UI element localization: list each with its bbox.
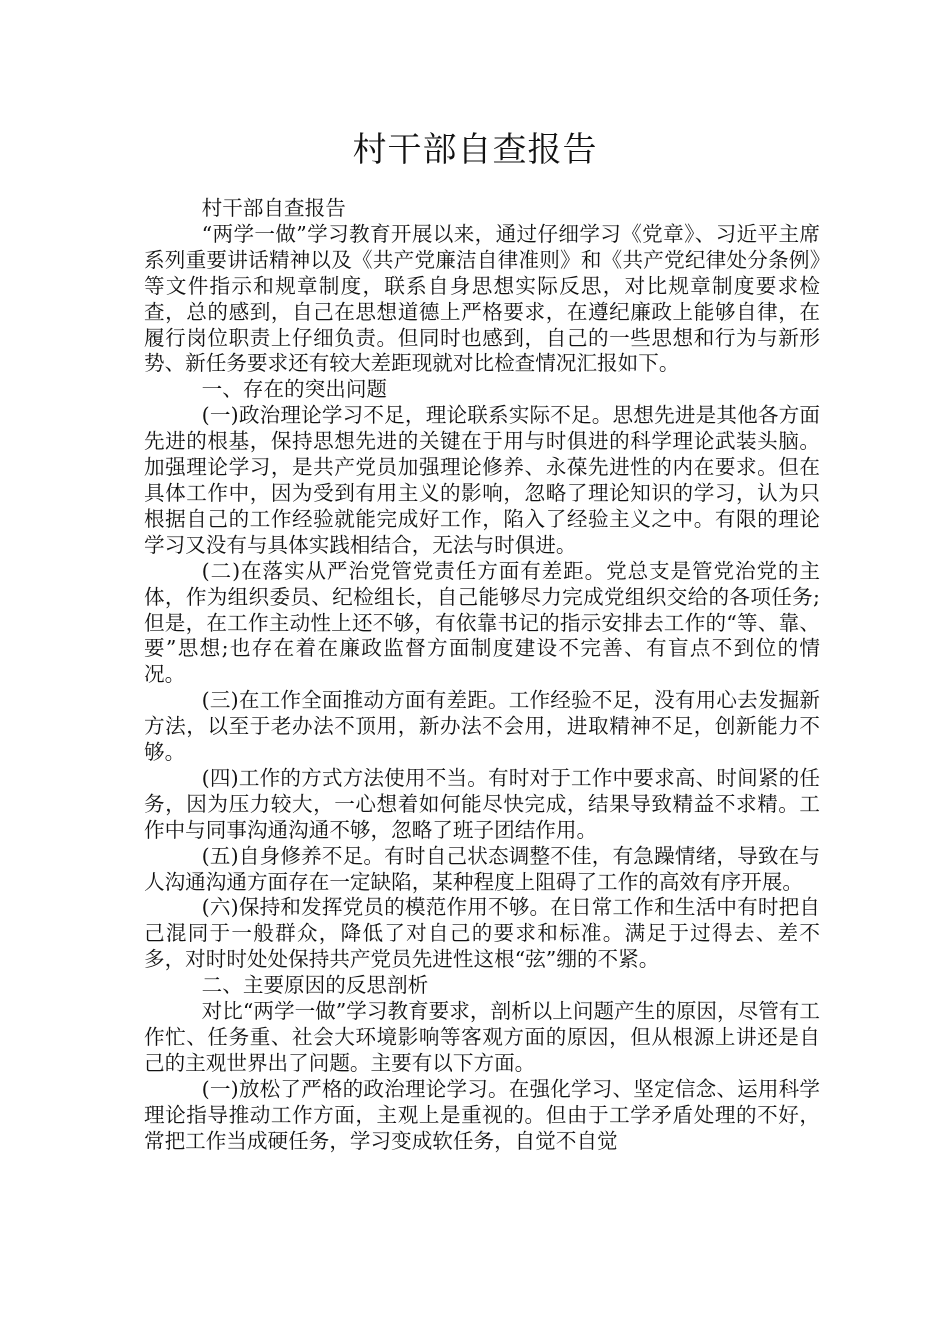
paragraph-subtitle: 村干部自查报告	[201, 196, 346, 220]
paragraph-problem-4: (四)工作的方式方法使用不当。有时对于工作中要求高、时间紧的任务，因为压力较大，一心想着如何能尽快完成，结果导致精益不求精。工作中与同事沟通沟通不够，忽略了班子团结作用。	[144, 765, 820, 842]
paragraph-intro: “两学一做”学习教育开展以来，通过仔细学习《党章》、习近平主席系列重要讲话精神以及《共产党廉洁自律准则》和《共产党纪律处分条例》等文件指示和规章制度，联系自身思想实际反思，对比规章制度要求检查，总的感到，自己在思想道德上严格要求，在遵纪廉政上能够自律，在履行岗位职责上仔细负责。但同时也感到，自己的一些思想和行为与新形势、新任务要求还有较大差距现就对比检查情况汇报如下。	[144, 221, 820, 376]
paragraph-problem-3: (三)在工作全面推动方面有差距。工作经验不足，没有用心去发掘新方法，以至于老办法不顶用，新办法不会用，进取精神不足，创新能力不够。	[144, 688, 820, 765]
document-body	[144, 196, 820, 1155]
document-title: 村干部自查报告	[352, 130, 598, 170]
section-heading-problems: 一、存在的突出问题	[201, 377, 388, 402]
section-heading-causes: 二、主要原因的反思剖析	[201, 973, 429, 998]
paragraph-problem-5: (五)自身修养不足。有时自己状态调整不佳，有急躁情绪，导致在与人沟通沟通方面存在一定缺陷，某种程度上阻碍了工作的高效有序开展。	[144, 843, 820, 894]
paragraph-causes-intro: 对比“两学一做”学习教育要求，剖析以上问题产生的原因，尽管有工作忙、任务重、社会大环境影响等客观方面的原因，但从根源上讲还是自己的主观世界出了问题。主要有以下方面。	[144, 999, 820, 1075]
paragraph-problem-1: (一)政治理论学习不足，理论联系实际不足。思想先进是其他各方面先进的根基，保持思想先进的关键在于用与时俱进的科学理论武装头脑。加强理论学习，是共产党员加强理论修养、永葆先进性的内在要求。但在具体工作中，因为受到有用主义的影响，忽略了理论知识的学习，认为只根据自己的工作经验就能完成好工作，陷入了经验主义之中。有限的理论学习又没有与具体实践相结合，无法与时俱进。	[144, 403, 820, 557]
paragraph-problem-2: (二)在落实从严治党管党责任方面有差距。党总支是管党治党的主体，作为组织委员、纪检组长，自己能够尽力完成党组织交给的各项任务;但是，在工作主动性上还不够，有依靠书记的指示安排去工作的“等、靠、要”思想;也存在着在廉政监督方面制度建设不完善、有盲点不到位的情况。	[144, 558, 820, 687]
paragraph-cause-1: (一)放松了严格的政治理论学习。在强化学习、坚定信念、运用科学理论指导推动工作方面，主观上是重视的。但由于工学矛盾处理的不好，常把工作当成硬任务，学习变成软任务，自觉不自觉	[144, 1076, 820, 1153]
paragraph-problem-6: (六)保持和发挥党员的模范作用不够。在日常工作和生活中有时把自己混同于一般群众，降低了对自己的要求和标准。满足于过得去、差不多，对时时处处保持共产党员先进性这根“弦”绷的不紧。	[144, 895, 820, 972]
